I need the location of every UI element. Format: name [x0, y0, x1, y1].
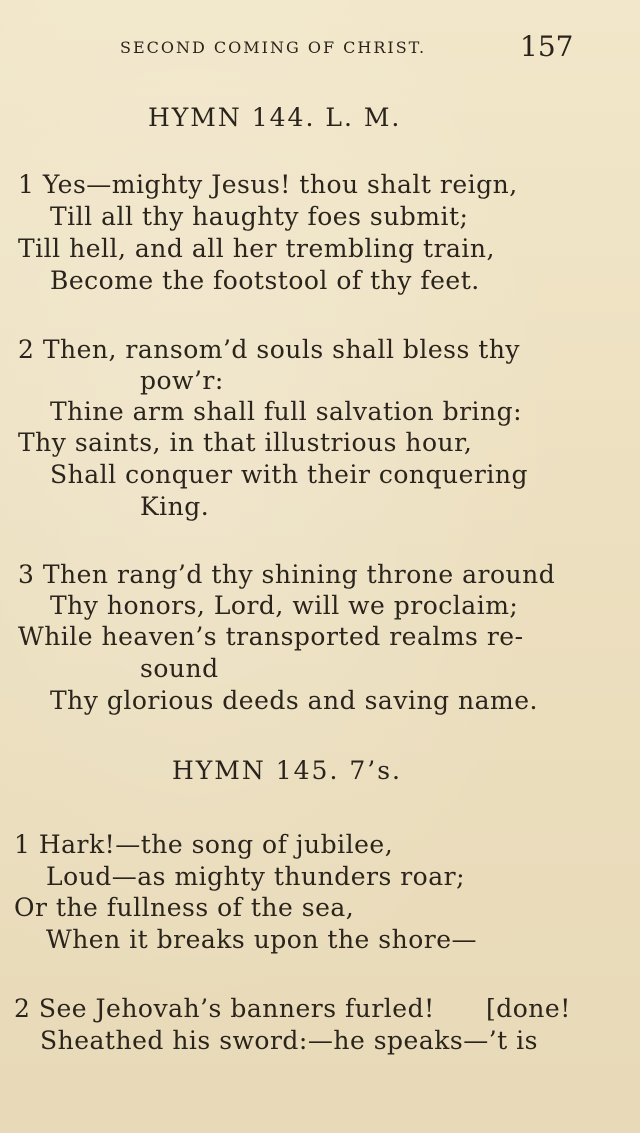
hymn-144-line-8: Thy saints, in that illustrious hour, [18, 428, 473, 457]
hymn-145-line-2: Loud—as mighty thunders roar; [46, 862, 466, 891]
hymn-145-title: HYMN 145. 7’s. [172, 756, 402, 785]
hymn-144-line-6: pow’r: [140, 366, 224, 395]
hymn-144-line-13: While heaven’s transported realms re- [18, 622, 524, 651]
hymn-144-line-4: Become the footstool of thy feet. [50, 266, 480, 295]
page-number: 157 [520, 30, 574, 63]
hymn-145-line-1: 1 Hark!—the song of jubilee, [14, 830, 394, 859]
hymn-144-line-15: Thy glorious deeds and saving name. [50, 686, 538, 715]
running-title: SECOND COMING OF CHRIST. [120, 38, 427, 57]
hymn-144-line-7: Thine arm shall full salvation bring: [50, 397, 523, 426]
hymn-145-line-3: Or the fullness of the sea, [14, 893, 355, 922]
hymn-144-line-2: Till all thy haughty foes submit; [50, 202, 469, 231]
hymn-144-title: HYMN 144. L. M. [148, 103, 402, 132]
hymn-144-line-9: Shall conquer with their conquering [50, 460, 528, 489]
hymn-144-line-11: 3 Then rang’d thy shining throne around [18, 560, 556, 589]
hymn-144-line-14: sound [140, 654, 219, 683]
hymn-144-line-5: 2 Then, ransom’d souls shall bless thy [18, 335, 521, 364]
hymn-145-line-6: [done! [486, 994, 571, 1023]
hymn-145-line-5: 2 See Jehovah’s banners furled! [14, 994, 435, 1023]
hymn-144-line-1: 1 Yes—mighty Jesus! thou shalt reign, [18, 170, 518, 199]
hymn-144-line-3: Till hell, and all her trembling train, [18, 234, 495, 263]
hymn-144-line-10: King. [140, 492, 210, 521]
hymn-145-line-4: When it breaks upon the shore— [46, 925, 478, 954]
hymn-144-line-12: Thy honors, Lord, will we proclaim; [50, 591, 519, 620]
hymn-145-line-7: Sheathed his sword:—he speaks—’t is [40, 1026, 538, 1055]
